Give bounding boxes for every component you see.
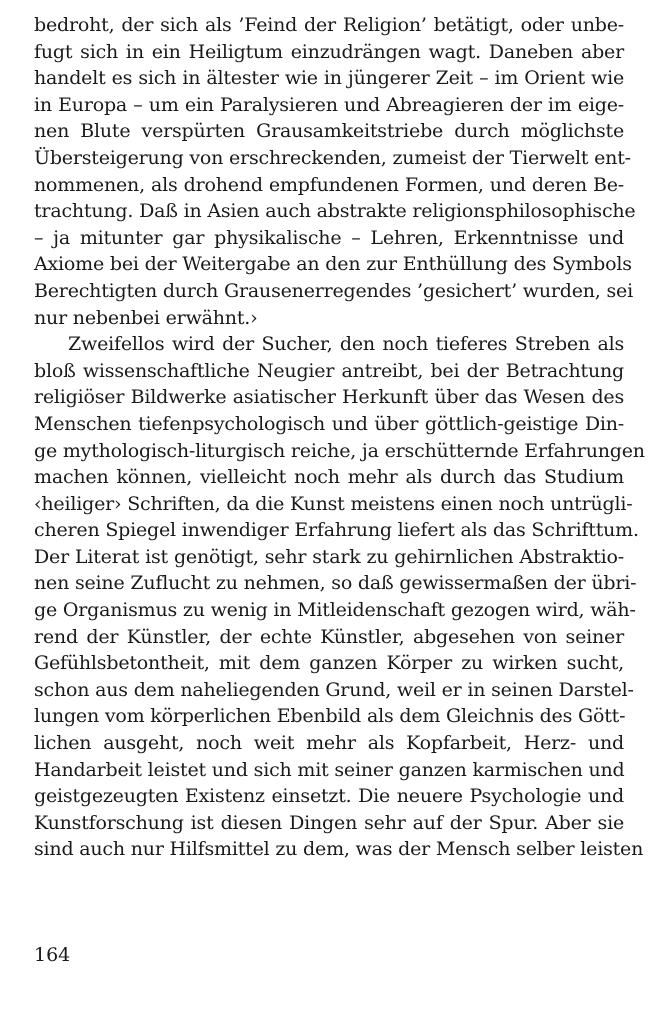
text-line: bloß wissenschaftliche Neugier antreibt, bei der Betrachtung xyxy=(34,359,624,382)
text-line: rend der Künstler, der echte Künstler, abgesehen von seiner xyxy=(34,625,624,648)
text-line: Gefühlsbetontheit, mit dem ganzen Körper zu wirken sucht, xyxy=(34,652,624,675)
text-line: cheren Spiegel inwendiger Erfahrung liefert als das Schrifttum. xyxy=(34,519,639,542)
text-line: Handarbeit leistet und sich mit seiner ganzen karmischen und xyxy=(34,758,625,781)
text-line: Übersteigerung von erschreckenden, zumeist der Tierwelt ent- xyxy=(34,146,631,169)
text-line: religiöser Bildwerke asiatischer Herkunft über das Wesen des xyxy=(34,386,624,409)
text-line: ge Organismus zu wenig in Mitleidenschaft gezogen wird, wäh- xyxy=(34,599,636,622)
text-line: ge mythologisch-liturgisch reiche, ja erschütternde Erfahrungen xyxy=(34,439,645,462)
text-line: nen seine Zuflucht zu nehmen, so daß gewissermaßen der übri- xyxy=(34,572,637,595)
text-line: nommenen, als drohend empfundenen Formen, und deren Be- xyxy=(34,173,624,196)
text-line: nur nebenbei erwähnt.› xyxy=(34,306,258,329)
text-line: lichen ausgeht, noch weit mehr als Kopfarbeit, Herz- und xyxy=(34,732,624,755)
text-line: trachtung. Daß in Asien auch abstrakte religionsphilosophische xyxy=(34,200,636,223)
text-line: handelt es sich in ältester wie in jüngerer Zeit – im Orient wie xyxy=(34,67,624,90)
text-line: – ja mitunter gar physikalische – Lehren, Erkenntnisse und xyxy=(34,226,624,249)
page-number: 164 xyxy=(34,944,71,966)
text-line: bedroht, der sich als ’Feind der Religion’ betätigt, oder unbe- xyxy=(34,14,624,36)
text-line: lungen vom körperlichen Ebenbild als dem Gleichnis des Gött- xyxy=(34,705,626,728)
paragraph-1 xyxy=(34,12,636,331)
text-line: fugt sich in ein Heiligtum einzudrängen wagt. Daneben aber xyxy=(34,40,624,63)
text-line: Axiome bei der Weitergabe an den zur Enthüllung des Symbols xyxy=(34,253,632,276)
text-line: Berechtigten durch Grausenerregendes ’gesichert’ wurden, sei xyxy=(34,279,633,302)
text-line: Kunstforschung ist diesen Dingen sehr auf der Spur. Aber sie xyxy=(34,811,624,834)
paragraph-2 xyxy=(34,331,645,863)
text-line: geistgezeugten Existenz einsetzt. Die neuere Psychologie und xyxy=(34,785,624,808)
text-line: machen können, vielleicht noch mehr als durch das Studium xyxy=(34,466,624,489)
body-text xyxy=(34,12,645,863)
text-line: nen Blute verspürten Grausamkeitstriebe durch möglichste xyxy=(34,120,624,143)
text-line: in Europa – um ein Paralysieren und Abreagieren der im eige- xyxy=(34,93,624,116)
text-line: sind auch nur Hilfsmittel zu dem, was der Mensch selber leisten xyxy=(34,838,644,861)
text-line: Der Literat ist genötigt, sehr stark zu gehirnlichen Abstraktio- xyxy=(34,545,624,568)
text-line: Menschen tiefenpsychologisch und über göttlich-geistige Din- xyxy=(34,412,624,435)
text-line: schon aus dem naheliegenden Grund, weil er in seinen Darstel- xyxy=(34,678,634,701)
text-line: Zweifellos wird der Sucher, den noch tieferes Streben als xyxy=(68,333,624,356)
text-line: ‹heiliger› Schriften, da die Kunst meistens einen noch untrügli- xyxy=(34,492,633,515)
